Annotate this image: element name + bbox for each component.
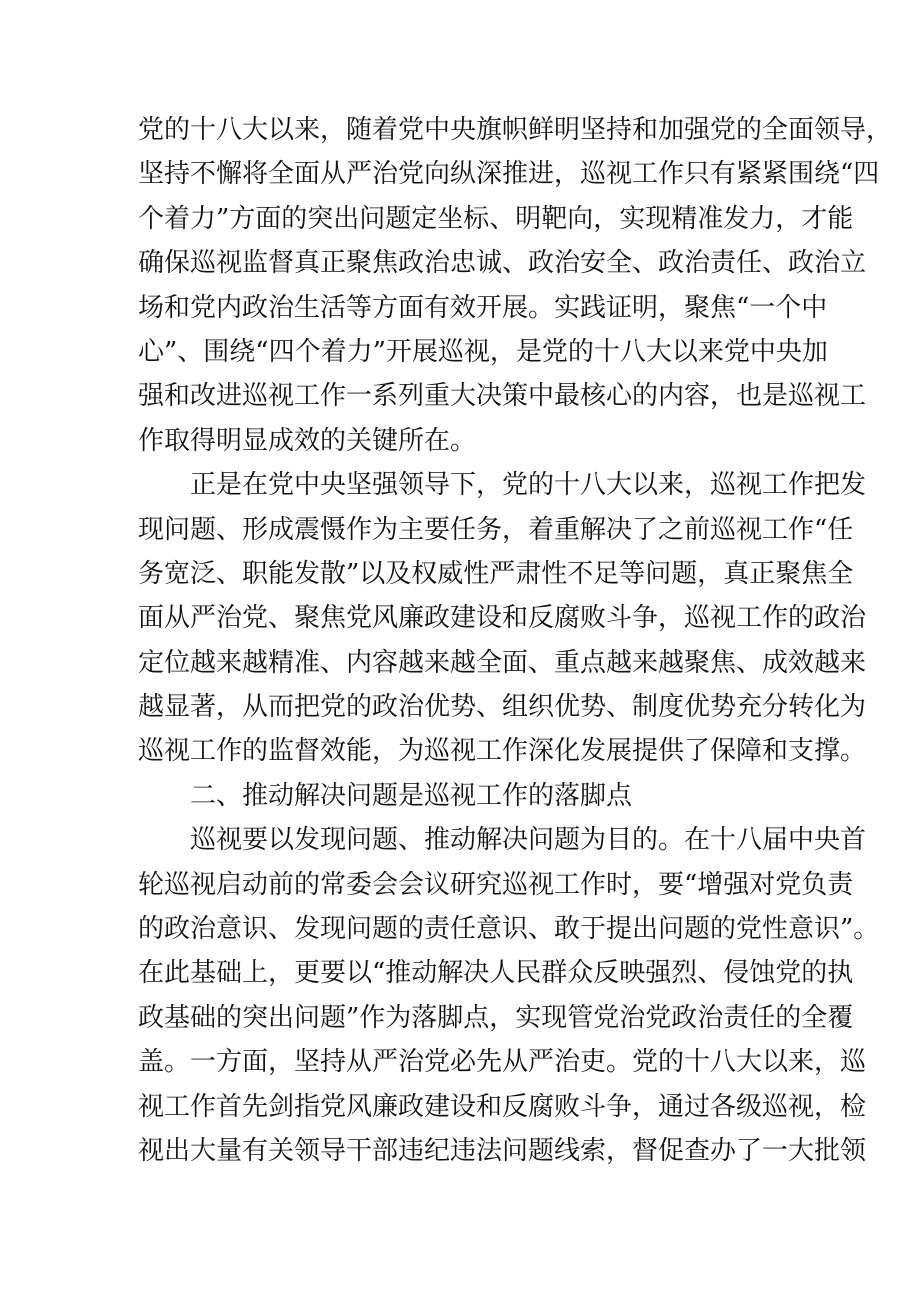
text-line-15: 巡视工作的监督效能，为巡视工作深化发展提供了保障和支撑。	[138, 736, 867, 767]
text-line-1: 党的十八大以来，随着党中央旗帜鲜明坚持和加强党的全面领导，	[138, 115, 893, 145]
body-text	[138, 108, 893, 1173]
section-heading: 二、推动解决问题是巡视工作的落脚点	[190, 780, 633, 811]
text-line-13: 定位越来越精准、内容越来越全面、重点越来越聚焦、成效越来	[138, 647, 867, 678]
text-line-6: 心”、围绕“四个着力”开展巡视，是党的十八大以来党中央加	[138, 336, 828, 367]
text-line-5: 场和党内政治生活等方面有效开展。实践证明，聚焦“一个中	[138, 292, 828, 323]
text-line-10: 现问题、形成震慑作为主要任务，着重解决了之前巡视工作“任	[138, 514, 854, 545]
text-line-11: 务宽泛、职能发散”以及权威性严肃性不足等问题，真正聚焦全	[138, 558, 854, 589]
text-line-14: 越显著，从而把党的政治优势、组织优势、制度优势充分转化为	[138, 692, 867, 723]
text-line-9: 正是在党中央坚强领导下，党的十八大以来，巡视工作把发	[190, 470, 867, 501]
text-line-12: 面从严治党、聚焦党风廉政建设和反腐败斗争，巡视工作的政治	[138, 603, 867, 634]
text-line-2: 坚持不懈将全面从严治党向纵深推进，巡视工作只有紧紧围绕“四	[138, 159, 880, 190]
text-line-3: 个着力”方面的突出问题定坐标、明靶向，实现精准发力，才能	[138, 203, 854, 234]
text-line-18: 轮巡视启动前的常委会会议研究巡视工作时，要“增强对党负责	[138, 869, 854, 900]
text-line-23: 视工作首先剑指党风廉政建设和反腐败斗争，通过各级巡视，检	[138, 1091, 867, 1122]
text-line-21: 政基础的突出问题”作为落脚点，实现管党治党政治责任的全覆	[138, 1002, 854, 1033]
text-line-8: 作取得明显成效的关键所在。	[138, 425, 477, 456]
text-line-7: 强和改进巡视工作一系列重大决策中最核心的内容，也是巡视工	[138, 381, 867, 412]
text-line-17: 巡视要以发现问题、推动解决问题为目的。在十八届中央首	[190, 825, 867, 856]
text-line-19: 的政治意识、发现问题的责任意识、敢于提出问题的党性意识”。	[138, 914, 880, 945]
text-line-22: 盖。一方面，坚持从严治党必先从严治吏。党的十八大以来，巡	[138, 1047, 867, 1078]
text-line-4: 确保巡视监督真正聚焦政治忠诚、政治安全、政治责任、政治立	[138, 248, 867, 279]
text-line-24: 视出大量有关领导干部违纪违法问题线索，督促查办了一大批领	[138, 1135, 867, 1166]
text-line-20: 在此基础上，更要以“推动解决人民群众反映强烈、侵蚀党的执	[138, 958, 854, 989]
